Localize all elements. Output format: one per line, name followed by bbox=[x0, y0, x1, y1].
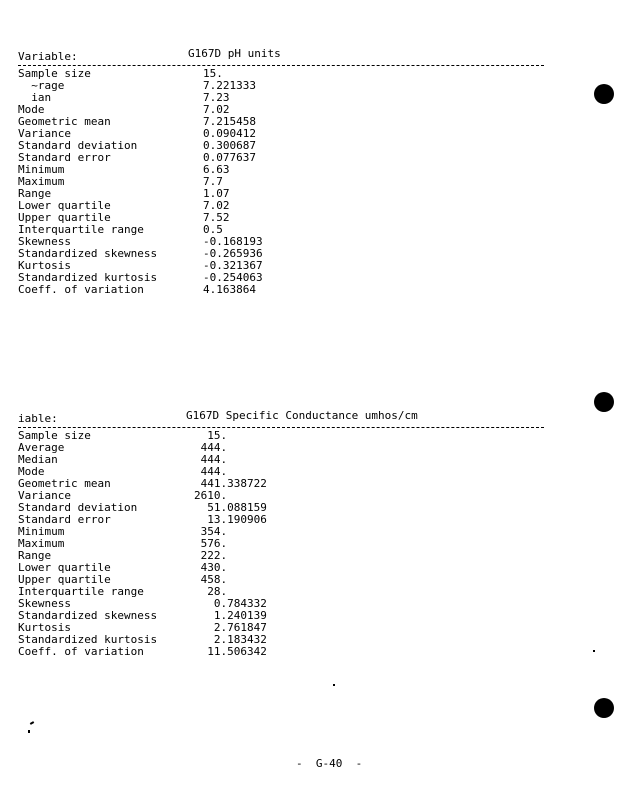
stat-row bbox=[18, 68, 548, 80]
stat-value: 15. bbox=[203, 67, 223, 80]
stat-name: Sample size bbox=[18, 429, 91, 442]
stat-value: 2610. bbox=[194, 489, 228, 502]
stat-value: 2.761847 bbox=[194, 621, 267, 634]
stat-value: 15. bbox=[194, 429, 228, 442]
stat-value: -0.321367 bbox=[203, 259, 263, 272]
stat-row bbox=[18, 80, 548, 92]
stats-list bbox=[18, 68, 548, 296]
stat-name: Interquartile range bbox=[18, 585, 144, 598]
dashed-divider bbox=[18, 427, 544, 428]
stat-value: 0.5 bbox=[203, 223, 223, 236]
stat-name: Standardized skewness bbox=[18, 609, 158, 622]
stat-name: Standardized kurtosis bbox=[18, 633, 158, 646]
stat-name: Variance bbox=[18, 127, 71, 140]
stat-value: 444. bbox=[194, 441, 228, 454]
stat-row bbox=[18, 646, 548, 658]
stat-value: 13.190906 bbox=[194, 513, 267, 526]
stat-value: 28. bbox=[194, 585, 228, 598]
stat-name: Upper quartile bbox=[18, 573, 111, 586]
stat-name: Coeff. of variation bbox=[18, 283, 144, 296]
stat-value: 1.240139 bbox=[194, 609, 267, 622]
stat-value: -0.168193 bbox=[203, 235, 263, 248]
stat-row bbox=[18, 92, 548, 104]
stat-name: Geometric mean bbox=[18, 115, 111, 128]
stat-name: Standard deviation bbox=[18, 501, 138, 514]
stat-row bbox=[18, 538, 548, 550]
stat-row bbox=[18, 454, 548, 466]
stat-name: Range bbox=[18, 187, 52, 200]
stat-name: Minimum bbox=[18, 525, 65, 538]
stat-value: 0.090412 bbox=[203, 127, 256, 140]
stat-value: 51.088159 bbox=[194, 501, 267, 514]
stat-value: 430. bbox=[194, 561, 228, 574]
stat-name: Standard error bbox=[18, 513, 111, 526]
stat-row bbox=[18, 176, 548, 188]
stat-name: Minimum bbox=[18, 163, 65, 176]
block-header bbox=[18, 409, 548, 427]
stat-name: Skewness bbox=[18, 235, 71, 248]
block-header bbox=[18, 47, 548, 65]
stat-name: Upper quartile bbox=[18, 211, 111, 224]
stats-list bbox=[18, 430, 548, 658]
scan-speck bbox=[28, 730, 30, 733]
stat-name: Maximum bbox=[18, 175, 65, 188]
binder-hole bbox=[594, 698, 614, 718]
stat-name: Maximum bbox=[18, 537, 65, 550]
stats-block-conductance bbox=[18, 409, 548, 658]
stat-name: Range bbox=[18, 549, 52, 562]
stat-row bbox=[18, 152, 548, 164]
stat-value: 444. bbox=[194, 465, 228, 478]
stat-value: 7.221333 bbox=[203, 79, 256, 92]
stat-name: Average bbox=[18, 441, 65, 454]
stats-block-ph bbox=[18, 47, 548, 296]
stat-value: -0.265936 bbox=[203, 247, 263, 260]
stat-value: 458. bbox=[194, 573, 228, 586]
scan-speck bbox=[593, 650, 595, 652]
stat-name: Standard deviation bbox=[18, 139, 138, 152]
stat-name: Median bbox=[18, 453, 58, 466]
stat-value: 2.183432 bbox=[194, 633, 267, 646]
variable-title: G167D Specific Conductance umhos/cm bbox=[186, 409, 418, 422]
stat-value: 441.338722 bbox=[194, 477, 267, 490]
variable-label: Variable: bbox=[18, 50, 78, 63]
stat-name: Lower quartile bbox=[18, 561, 111, 574]
stat-value: 7.23 bbox=[203, 91, 230, 104]
stat-name: Mode bbox=[18, 103, 45, 116]
stat-value: 444. bbox=[194, 453, 228, 466]
variable-label: iable: bbox=[18, 412, 58, 425]
stat-name: Geometric mean bbox=[18, 477, 111, 490]
stat-value: 11.506342 bbox=[194, 645, 267, 658]
stat-name: ian bbox=[18, 91, 52, 104]
stat-row bbox=[18, 248, 548, 260]
stat-row bbox=[18, 586, 548, 598]
stat-value: 4.163864 bbox=[203, 283, 256, 296]
stat-value: 576. bbox=[194, 537, 228, 550]
stat-row bbox=[18, 430, 548, 442]
stat-name: Mode bbox=[18, 465, 45, 478]
binder-hole bbox=[594, 392, 614, 412]
stat-row bbox=[18, 442, 548, 454]
stat-value: 6.63 bbox=[203, 163, 230, 176]
stat-name: Standardized kurtosis bbox=[18, 271, 158, 284]
stat-row bbox=[18, 514, 548, 526]
stat-row bbox=[18, 478, 548, 490]
stat-name: Kurtosis bbox=[18, 259, 71, 272]
stat-value: 0.300687 bbox=[203, 139, 256, 152]
stat-name: Variance bbox=[18, 489, 71, 502]
stat-name: Standardized skewness bbox=[18, 247, 158, 260]
variable-title: G167D pH units bbox=[188, 47, 281, 60]
stat-value: 354. bbox=[194, 525, 228, 538]
page-number: - G-40 - bbox=[296, 757, 363, 770]
stat-value: 7.02 bbox=[203, 103, 230, 116]
stat-name: ~rage bbox=[18, 79, 65, 92]
stat-value: 7.52 bbox=[203, 211, 230, 224]
stat-row bbox=[18, 610, 548, 622]
stat-row bbox=[18, 284, 548, 296]
stat-name: Standard error bbox=[18, 151, 111, 164]
dashed-divider bbox=[18, 65, 544, 66]
stat-name: Kurtosis bbox=[18, 621, 71, 634]
stat-row bbox=[18, 526, 548, 538]
stat-name: Interquartile range bbox=[18, 223, 144, 236]
stat-value: -0.254063 bbox=[203, 271, 263, 284]
stat-row bbox=[18, 116, 548, 128]
stat-name: Coeff. of variation bbox=[18, 645, 144, 658]
stat-name: Skewness bbox=[18, 597, 71, 610]
stat-name: Sample size bbox=[18, 67, 91, 80]
stat-row bbox=[18, 224, 548, 236]
stat-value: 0.784332 bbox=[194, 597, 267, 610]
stat-name: Lower quartile bbox=[18, 199, 111, 212]
scan-speck bbox=[30, 721, 34, 725]
stat-value: 0.077637 bbox=[203, 151, 256, 164]
binder-hole bbox=[594, 84, 614, 104]
stat-value: 7.215458 bbox=[203, 115, 256, 128]
stat-value: 7.02 bbox=[203, 199, 230, 212]
stat-value: 1.07 bbox=[203, 187, 230, 200]
stat-row bbox=[18, 164, 548, 176]
scan-speck bbox=[333, 684, 335, 686]
stat-value: 7.7 bbox=[203, 175, 223, 188]
stat-value: 222. bbox=[194, 549, 228, 562]
